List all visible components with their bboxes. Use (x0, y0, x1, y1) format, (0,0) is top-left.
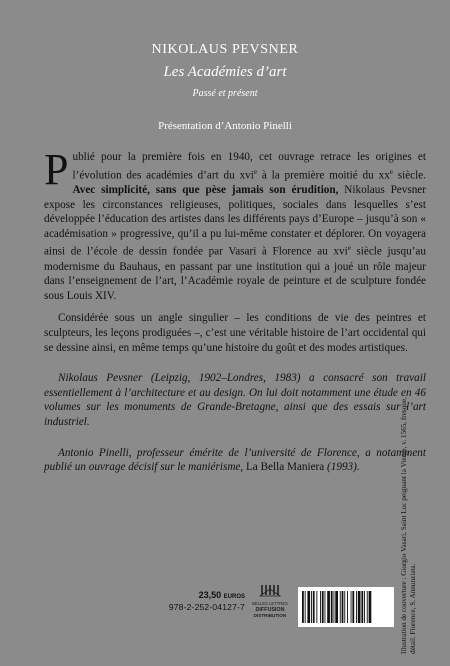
blurb-paragraph-2: Considérée sous un angle singulier – les conditions de vie des peintres et sculpteurs, les leçons prodiguées –, c’est une véritable histoire de l’art occidental qui se dessine ainsi, en même temps qu’une histoire du goût et des modes artistiques. (44, 312, 426, 354)
barcode-bar (361, 591, 363, 623)
barcode-bar (320, 591, 321, 623)
presenter-bio: Antonio Pinelli, professeur émérite de l’université de Florence, a notamment publié un ouvrage décisif sur le maniérisme, La Bella Maniera (1993). (44, 446, 426, 474)
barcode-icon (298, 587, 394, 627)
barcode-bar (307, 591, 310, 623)
barcode-bar (327, 591, 330, 623)
barcode-bar (335, 591, 338, 623)
barcode-bar (316, 591, 317, 623)
barcode-bar (369, 591, 372, 623)
logo-line-1: BELLES LETTRES (252, 601, 288, 606)
blurb-paragraph-1: Publié pour la première fois en 1940, cet ouvrage retrace les origines et l’évolution des académies d’art du xvi$^e$ à la première moitié du $xx^e$ siècle. Avec simplicité, sans que pèse jamais son érudition, Nikolaus Pevsner expose les circonstances religieuses, politiques, sociales dans lesquelles s’est développée l’éducation des artistes dans les différents pays d’Europe – jusqu’à son « académisation » progressive, qu’il a pu lui-même constater et déplorer. On voyagera ainsi de l’école de dessin fondée par Vasari à Florence au xvi$^e$ siècle jusqu’au modernisme du Bauhaus, en passant par une institution qui a joué un rôle majeur dans l’enseignement de l’art, l’Académie royale de peinture et de sculpture fondée sous Louis XIV. (44, 145, 426, 302)
cover-illustration-credit: Illustration de couverture : Giorgio Vasari, Saint Luc peignant la Vierge, v. 1565, fresque, détail. Florence, S. Annunziata. (400, 397, 417, 654)
barcode-bar (302, 591, 304, 623)
barcode-bar (313, 591, 315, 623)
barcode-bar (322, 591, 324, 623)
barcode-bar (358, 591, 361, 623)
barcode-bar (340, 591, 341, 623)
barcode-bar (305, 591, 306, 623)
logo-line-2: DIFFUSION (255, 607, 285, 613)
presentation-credit: Présentation d’Antonio Pinelli (158, 120, 292, 132)
price-isbn-block (153, 590, 245, 612)
barcode-bar (356, 591, 357, 623)
author-bio: Nikolaus Pevsner (Leipzig, 1902–Londres, 1983) a consacré son travail essentiellement à l’architecture et au design. On lui doit notamment une étude en 46 volumes sur les monuments de Grande-Bretagne, ainsi que des essais sur l’art industriel. (44, 372, 426, 428)
barcode-bar (364, 591, 365, 623)
barcode-bar (325, 591, 326, 623)
isbn: 978-2-252-04127-7 (168, 602, 245, 612)
barcode-bar (367, 591, 368, 623)
price: 23,50 EUROS (198, 590, 245, 600)
author-name: NIKOLAUS PEVSNER (151, 42, 299, 57)
barcode-bar (351, 591, 352, 623)
book-subtitle: Passé et présent (192, 88, 258, 99)
cover-credit-wrap (400, 392, 446, 654)
blurb-text (44, 145, 426, 483)
barcode-bar (331, 591, 333, 623)
barcode-bar (342, 591, 344, 623)
drop-cap: P (44, 145, 69, 194)
barcode-bar (352, 591, 354, 623)
book-title: Les Académies d’art (163, 64, 287, 80)
barcode-bar (344, 591, 345, 623)
barcode-bar (311, 591, 312, 623)
barcode-bar (347, 591, 348, 623)
barcode-bar (334, 591, 335, 623)
logo-line-3: DISTRIBUTION (253, 613, 287, 618)
publisher-logo-icon (248, 583, 292, 621)
